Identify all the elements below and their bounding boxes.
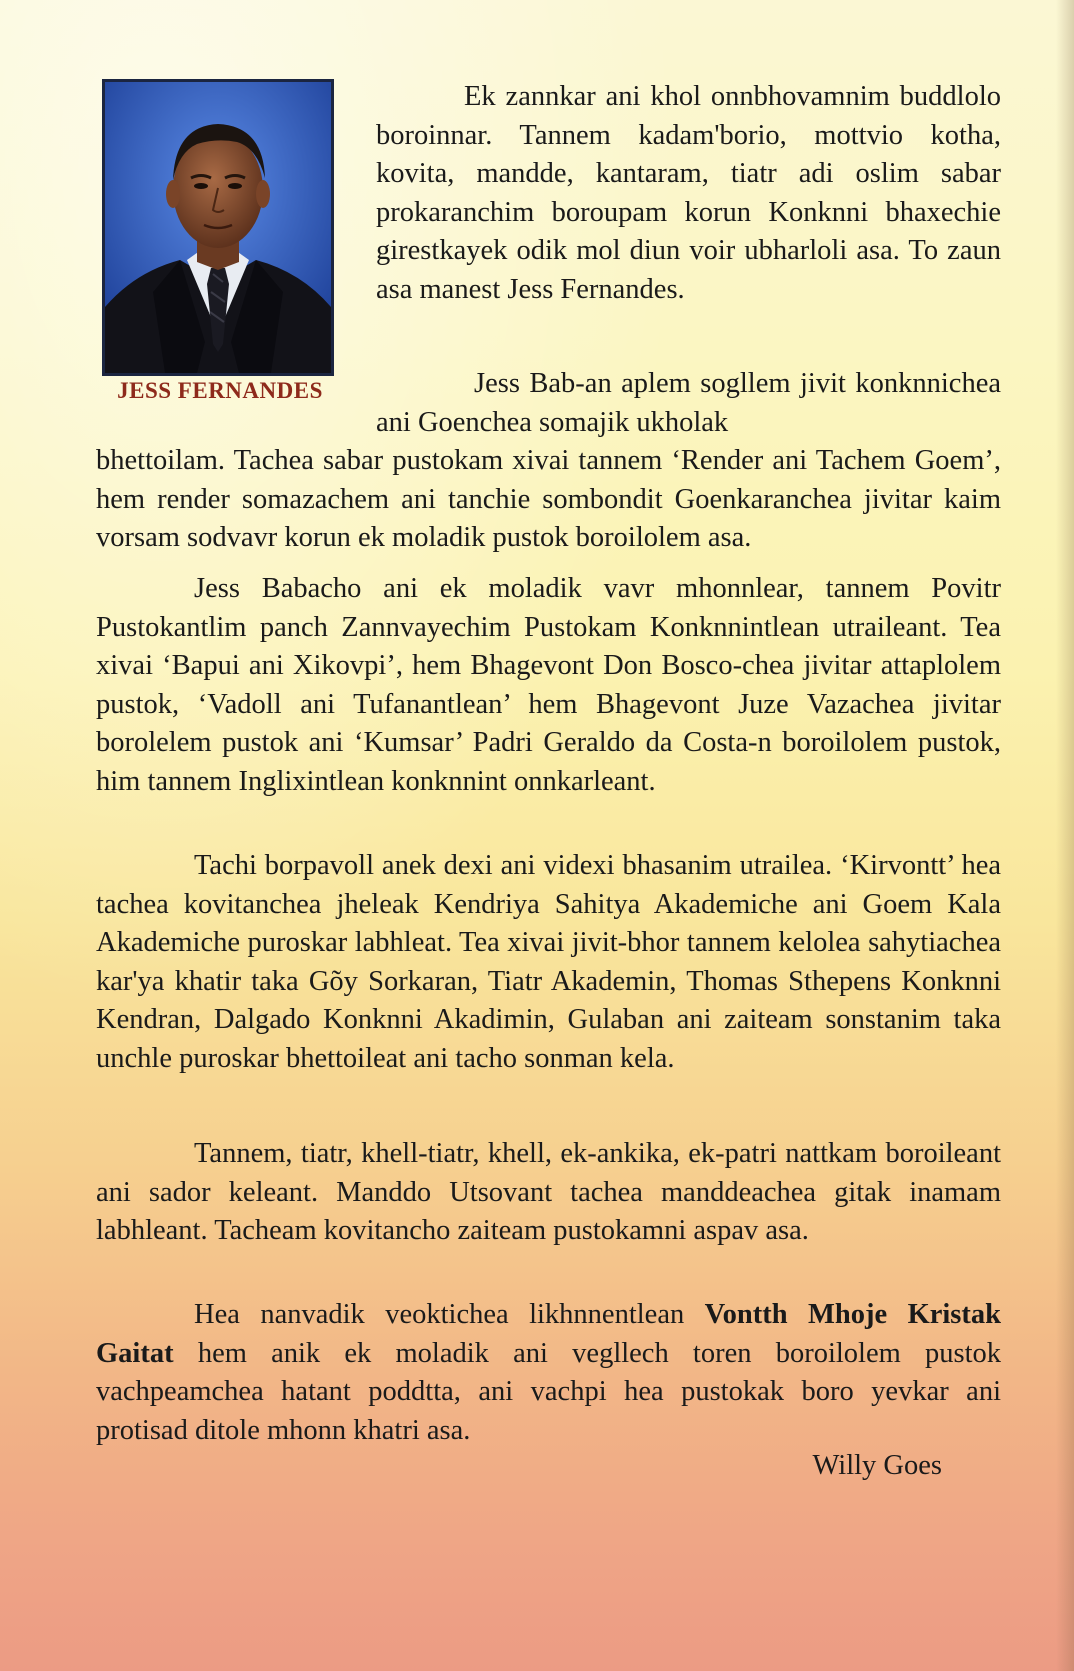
author-photo: [102, 79, 334, 376]
paragraph-2: [96, 365, 1001, 558]
photo-caption: JESS FERNANDES: [117, 378, 323, 403]
paragraph-6-rest: hem anik ek moladik ani vegllech toren boroilolem pustok vachpeamchea hatant poddtta, ani vachpi hea pustokak boro yevkar ani protisad ditole mhonn khatri asa.: [96, 1337, 1002, 1446]
paragraph-2-rest: bhettoilam. Tachea sabar pustokam xivai tannem ‘Render ani Tachem Goem’, hem render somazachem ani tanchie sombondit Goenkaranchea jivitar kaim vorsam sodvavr korun ek moladik pustok boroilolem asa.: [96, 445, 1001, 553]
paragraph-4: Tachi borpavoll anek dexi ani videxi bhasanim utrailea. ‘Kirvontt’ hea tachea kovitanchea jheleak Kendriya Sahitya Akademiche ani Goem Kala Akademiche puroskar labhleat. Tea xivai jivit-bhor tannem kelolea sahytiachea kar'ya khatir taka Gõy Sorkaran, Tiatr Akademin, Thomas Sthepens Konknni Kendran, Dalgado Konknni Akadimin, Gulaban ani zaiteam sonstanim taka unchle puroskar bhettoileat ani tacho sonman kela.: [96, 850, 1001, 1074]
paragraph-6: [96, 1296, 1001, 1450]
signature: Willy Goes: [812, 1450, 942, 1481]
paragraph-6-intro: Hea nanvadik veoktichea likhnnentlean: [194, 1299, 685, 1330]
book-title: Vontth Mhoje Kristak Gaitat: [96, 1299, 1001, 1369]
author-portrait-image: [105, 82, 331, 373]
paragraph-2-lead: Jess Bab-an aplem sogllem jivit konknnichea ani Goenchea somajik ukholak: [376, 368, 1001, 438]
paragraph-5: Tannem, tiatr, khell-tiatr, khell, ek-ankika, ek-patri nattkam boroileant ani sador keleant. Manddo Utsovant tachea manddeachea gitak inamam labhleant. Tacheam kovitancho zaiteam pustokamni aspav asa.: [96, 1138, 1001, 1246]
paragraph-3: Jess Babacho ani ek moladik vavr mhonnlear, tannem Povitr Pustokantlim panch Zannvayechim Pustokam Konknnintlean utraileant. Tea xivai ‘Bapui ani Xikovpi’, hem Bhagevont Don Bosco-chea jivitar attaplolem pustok, ‘Vadoll ani Tufanantlean’ hem Bhagevont Juze Vazachea jivitar borolelem pustok ani ‘Kumsar’ Padri Geraldo da Costa-n boroilolem pustok, him tannem Inglixintlean konknnint onnkarleant.: [96, 573, 1001, 797]
paragraph-1: Ek zannkar ani khol onnbhovamnim buddlolo boroinnar. Tannem kadam'borio, mottvio kotha, kovita, mandde, kantaram, tiatr adi oslim sabar prokaranchim boroupam korun Konknni bhaxechie girestkayek odik mol diun voir ubharloli asa. To zaun asa manest Jess Fernandes.: [376, 81, 1001, 305]
